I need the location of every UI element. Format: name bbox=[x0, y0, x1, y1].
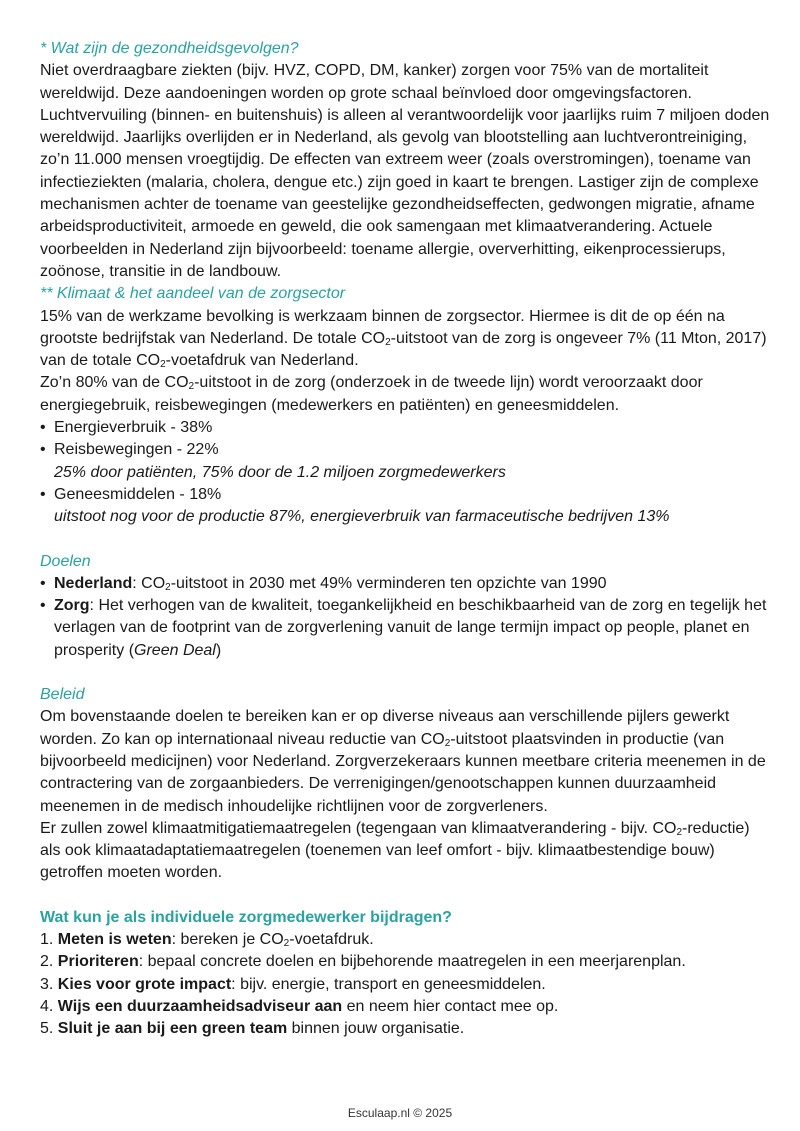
emission-sources-paragraph: Zo’n 80% van de $CO_2$-uitstoot in de zorg (onderzoek in de tweede lijn) wordt veroorzaakt door energiegebruik, reisbewegingen (medewerkers en patiënten) en geneesmiddelen. bbox=[40, 374, 703, 414]
list-item: • Reisbewegingen - 22% 25% door patiënten, 75% door de 1.2 miljoen zorgmedewerkers bbox=[40, 439, 770, 484]
measures-paragraph: Er zullen zowel klimaatmitigatiemaatregelen (tegengaan van klimaatverandering - bijv. $CO_2-reductie$) als ook klimaatadaptatiemaatregelen (toenemen van leef omfort - bijv. klimaatbestendige bouw) getroffen moeten worden. bbox=[40, 819, 750, 882]
policy-paragraph: Om bovenstaande doelen te bereiken kan er op diverse niveaus aan verschillende pijlers gewerkt worden. Zo kan op internationaal niveau reductie van $CO_2$-uitstoot plaatsvinden in productie (van bijvoorbeeld medicijnen) voor Nederland. Zorgverzekeraars kunnen meetbare criteria meenemen in de contractering van de zorgaanbieders. De verrenigingen/genootschappen kunnen duurzaamheid meenemen in de medisch inhoudelijke richtlijnen voor de zorgverleners. bbox=[40, 708, 766, 815]
list-item: • Zorg: Het verhogen van de kwaliteit, toegankelijkheid en beschikbaarheid van de zorg en tegelijk het verlagen van de footprint van de zorgverlening vanuit de lange termijn impact op people, planet en prosperity (Green Deal) bbox=[40, 595, 770, 662]
page-footer: Esculaap.nl © 2025 bbox=[347, 1106, 453, 1120]
goals-list bbox=[40, 573, 770, 662]
section-heading-goals: Doelen bbox=[40, 552, 91, 570]
section-heading-climate-care-sector: ** Klimaat & het aandeel van de zorgsector bbox=[40, 285, 346, 303]
contribution-steps-list bbox=[40, 929, 770, 1040]
section-heading-individual-contribution: Wat kun je als individuele zorgmedewerker bijdragen? bbox=[40, 908, 452, 926]
care-sector-paragraph: 15% van de werkzame bevolking is werkzaam binnen de zorgsector. Hiermee is dit de op één na grootste bedrijfstak van Nederland. De totale $CO_2$-uitstoot van de zorg is ongeveer 7% (11 Mton, 2017) van de totale $CO_2$-voetafdruk van Nederland. bbox=[40, 307, 767, 371]
section-heading-health-effects: * Wat zijn de gezondheidsgevolgen? bbox=[40, 40, 299, 57]
list-item: 1. Meten is weten: bereken je $CO_2$-voetafdruk. bbox=[40, 930, 374, 949]
list-item: • Geneesmiddelen - 18% uitstoot nog voor de productie 87%, energieverbruik van farmaceutische bedrijven 13% bbox=[40, 484, 770, 529]
list-item: 4. Wijs een duurzaamheidsadviseur aan en neem hier contact mee op. bbox=[40, 997, 559, 1015]
list-item: 3. Kies voor grote impact: bijv. energie, transport en geneesmiddelen. bbox=[40, 975, 546, 993]
list-item: 2. Prioriteren: bepaal concrete doelen en bijbehorende maatregelen in een meerjarenplan. bbox=[40, 953, 686, 971]
list-item: • Energieverbruik - 38% bbox=[40, 417, 770, 439]
section-heading-policy: Beleid bbox=[40, 686, 85, 704]
document-page bbox=[40, 38, 770, 1040]
health-effects-paragraph: Niet overdraagbare ziekten (bijv. HVZ, COPD, DM, kanker) zorgen voor 75% van de mortaliteit wereldwijd. Deze aandoeningen worden op grote schaal beïnvloed door omgevingsfactoren. Luchtvervuiling (binnen- en buitenshuis) is alleen al verantwoordelijk voor jaarlijks ruim 7 miljoen doden wereldwijd. Jaarlijks overlijden er in Nederland, als gevolg van blootstelling aan luchtverontreiniging, zo’n 11.000 mensen vroegtijdig. De effecten van extreem weer (zoals overstromingen), toename van infectieziekten (malaria, cholera, dengue etc.) zijn goed in kaart te brengen. Lastiger zijn de complexe mechanismen achter de toename van geestelijke gezondheidseffecten, gedwongen migratie, afname arbeidsproductiviteit, armoede en geweld, die ook samengaan met klimaatverandering. Actuele voorbeelden in Nederland zijn bijvoorbeeld: toename allergie, oververhitting, eikenprocessierups, zoönose, transitie in de landbouw. bbox=[40, 62, 770, 280]
list-item: • Nederland: $CO_2$-uitstoot in 2030 met 49% verminderen ten opzichte van 1990 bbox=[40, 573, 770, 595]
emission-sources-list bbox=[40, 417, 770, 528]
list-item: 5. Sluit je aan bij een green team binnen jouw organisatie. bbox=[40, 1020, 465, 1038]
